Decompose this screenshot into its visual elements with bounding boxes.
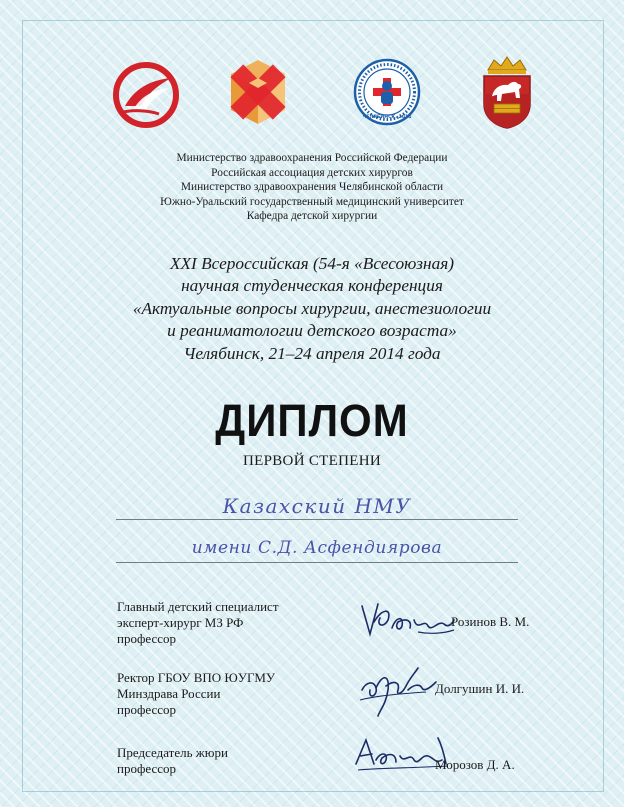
diploma-degree: ПЕРВОЙ СТЕПЕНИ [243, 453, 381, 469]
coat-of-arms-icon [478, 54, 536, 130]
signature-image [356, 660, 440, 718]
signatory-role-line: Председатель жюри [117, 745, 228, 760]
signatory-role-line: Ректор ГБОУ ВПО ЮУГМУ [117, 670, 276, 685]
signatory-role-line: Главный детский специалист [117, 599, 279, 614]
conference-line: и реаниматологии детского возраста» [167, 321, 457, 341]
organization-line: Южно-Уральский государственный медицинский университет [160, 195, 464, 208]
signatory-role-line: профессор [117, 631, 177, 646]
cube-cross-icon [227, 56, 289, 128]
signatory-role [117, 599, 279, 647]
signatory-role-line: профессор [117, 761, 177, 776]
organization-line: Министерство здравоохранения Челябинской области [180, 181, 444, 194]
signatory-role [117, 670, 275, 718]
organization-line: Российская ассоциация детских хирургов [211, 166, 413, 179]
recipient-underline-2 [116, 562, 518, 563]
logos-row [0, 60, 624, 132]
signatory-name: Долгушин И. И. [435, 681, 525, 696]
organizations-list [0, 151, 624, 224]
signatory-role [117, 745, 228, 777]
bird-emblem-icon [111, 60, 181, 130]
recipient-line-2: имени С.Д. Асфендиярова [191, 538, 443, 558]
conference-line: научная студенческая конференция [181, 276, 443, 296]
conference-info [0, 253, 624, 365]
conference-line: «Актуальные вопросы хирургии, анестезиологии [132, 298, 492, 318]
organization-line: Министерство здравоохранения Российской Федерации [176, 152, 448, 164]
conference-line: XXI Всероссийская (54-я «Всесоюзная) [169, 254, 455, 273]
recipient-line-1: Казахский НМУ [222, 494, 412, 518]
signatory-role-line: эксперт-хирург МЗ РФ [117, 615, 244, 630]
signatory-role-line: профессор [117, 702, 177, 717]
signatory-name: Розинов В. М. [451, 614, 530, 629]
organization-line: Кафедра детской хирургии [246, 210, 378, 223]
recipient-underline-1 [116, 519, 518, 520]
svg-text:ЧЕЛЯБИНСК, 2014: ЧЕЛЯБИНСК, 2014 [362, 115, 412, 120]
diploma-title: ДИПЛОМ [215, 395, 409, 446]
signature-image [358, 598, 458, 642]
round-medical-seal-icon [353, 58, 421, 126]
signatory-role-line: Минздрава России [117, 686, 221, 701]
signatory-name: Морозов Д. А. [435, 757, 515, 772]
conference-line: Челябинск, 21–24 апреля 2014 года [183, 343, 441, 363]
